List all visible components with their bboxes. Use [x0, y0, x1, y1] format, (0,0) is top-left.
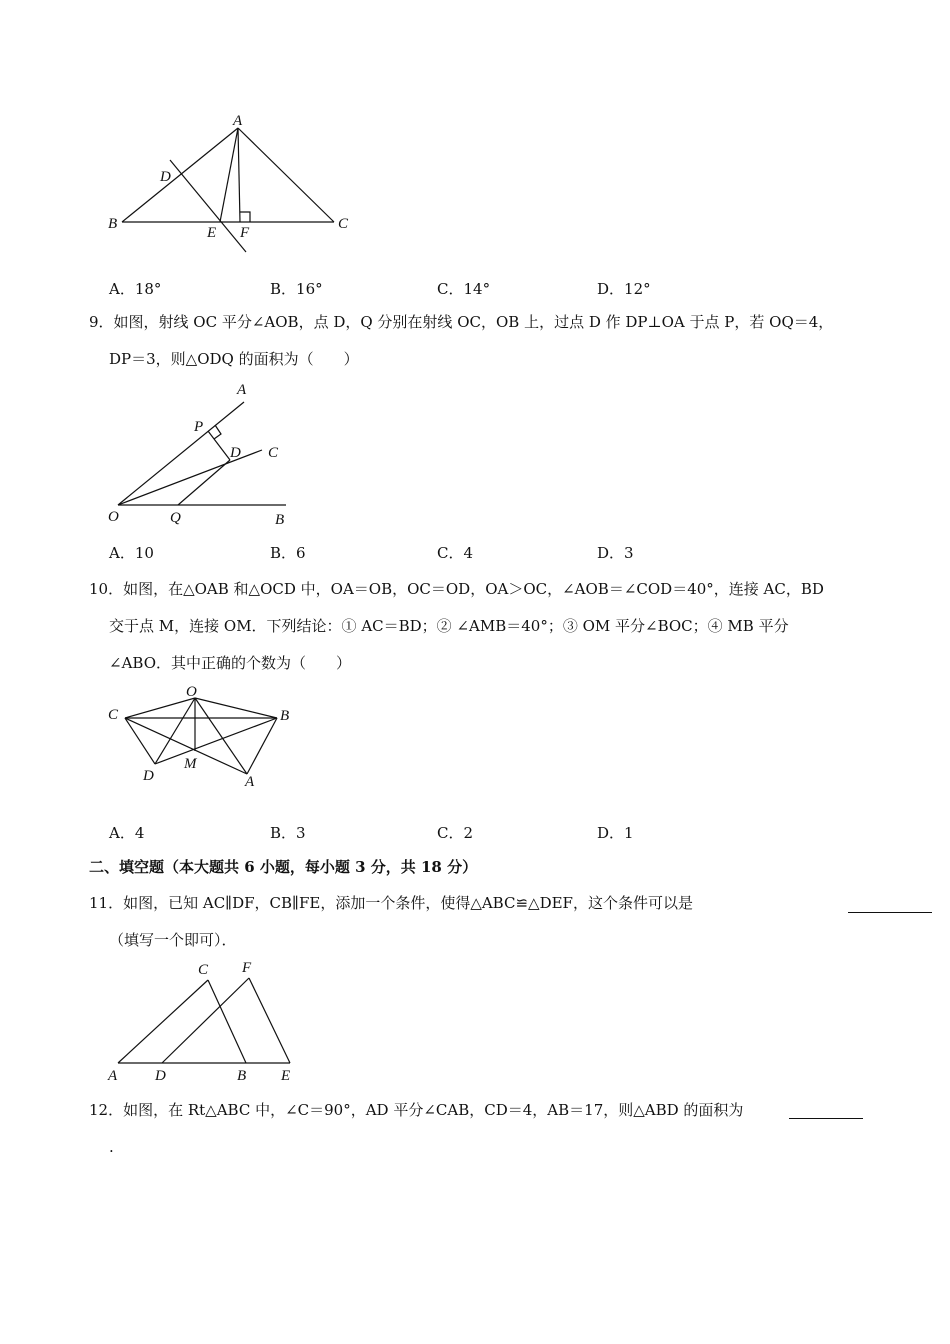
q10-text-line3: ∠ABO．其中正确的个数为（ ） [109, 654, 352, 672]
q8-figure [100, 110, 370, 260]
label-b: B [280, 708, 290, 724]
q9-text-line1: 9．如图，射线 OC 平分∠AOB，点 D，Q 分别在射线 OC，OB 上，过点 D 作 DP⊥OA 于点 P，若 OQ＝4， [89, 313, 834, 331]
q9-figure [100, 378, 300, 528]
q9-option-d[interactable]: D．3 [597, 544, 634, 562]
q11-figure [100, 958, 310, 1088]
segment-af [238, 128, 240, 222]
label-c: C [338, 216, 349, 232]
label-b: B [275, 512, 285, 528]
q8-option-d[interactable]: D．12° [597, 280, 651, 298]
q9-option-a[interactable]: A．10 [109, 544, 154, 562]
label-a: A [237, 382, 247, 398]
label-b: B [108, 216, 118, 232]
label-e: E [281, 1068, 291, 1084]
label-d: D [143, 768, 154, 784]
label-b: B [237, 1068, 247, 1084]
right-angle-mark [240, 212, 250, 222]
segment-qd [178, 460, 230, 505]
q11-text-line1: 11．如图，已知 AC∥DF，CB∥FE，添加一个条件，使得△ABC≌△DEF，这个条件可以是 [89, 894, 693, 912]
label-c: C [198, 962, 209, 978]
segment-ab [122, 128, 238, 222]
label-e: E [207, 225, 217, 241]
label-c: C [108, 707, 119, 723]
label-a: A [108, 1068, 118, 1084]
segment-bd [155, 718, 277, 764]
q12-text-line2: . [109, 1138, 114, 1156]
q9-option-b[interactable]: B．6 [270, 544, 306, 562]
q9-text-line2: DP＝3，则△ODQ 的面积为（ ） [109, 350, 359, 368]
q10-option-c[interactable]: C．2 [437, 824, 474, 842]
label-f: F [240, 225, 250, 241]
q11-text-line2: （填写一个即可）． [109, 931, 237, 949]
label-o: O [108, 509, 119, 525]
segment-ac [118, 980, 208, 1063]
segment-df [162, 978, 249, 1063]
label-a: A [245, 774, 255, 790]
label-c: C [268, 445, 279, 461]
label-a: A [233, 113, 243, 129]
segment-fe [249, 978, 290, 1063]
label-o: O [186, 684, 197, 700]
q10-figure [100, 680, 310, 795]
q10-option-b[interactable]: B．3 [270, 824, 306, 842]
label-d: D [160, 169, 171, 185]
q10-option-a[interactable]: A．4 [109, 824, 145, 842]
segment-ae [220, 128, 238, 222]
label-q: Q [170, 510, 181, 526]
segment-cb [208, 980, 246, 1063]
section-heading: 二、填空题（本大题共 6 小题，每小题 3 分，共 18 分） [89, 858, 478, 876]
segment-ba [247, 718, 277, 774]
label-d: D [155, 1068, 166, 1084]
q8-option-c[interactable]: C．14° [437, 280, 491, 298]
q12-answer-blank[interactable] [789, 1117, 863, 1119]
q10-text-line2: 交于点 M，连接 OM．下列结论：① AC＝BD；② ∠AMB＝40°；③ OM 平分∠BOC；④ MB 平分 [109, 617, 789, 635]
label-m: M [184, 756, 197, 772]
label-f: F [242, 960, 252, 976]
q11-answer-blank[interactable] [848, 911, 932, 913]
right-angle-mark [214, 425, 221, 439]
q10-option-d[interactable]: D．1 [597, 824, 634, 842]
q8-option-a[interactable]: A．18° [109, 280, 162, 298]
label-p: P [194, 419, 204, 435]
q10-text-line1: 10．如图，在△OAB 和△OCD 中，OA＝OB，OC＝OD，OA＞OC，∠AOB＝∠COD＝40°，连接 AC，BD [89, 580, 824, 598]
label-d: D [230, 445, 241, 461]
segment-ac [238, 128, 334, 222]
q9-option-c[interactable]: C．4 [437, 544, 474, 562]
q12-text-line1: 12．如图，在 Rt△ABC 中，∠C＝90°，AD 平分∠CAB，CD＝4，AB＝17，则△ABD 的面积为 [89, 1101, 744, 1119]
q8-option-b[interactable]: B．16° [270, 280, 323, 298]
